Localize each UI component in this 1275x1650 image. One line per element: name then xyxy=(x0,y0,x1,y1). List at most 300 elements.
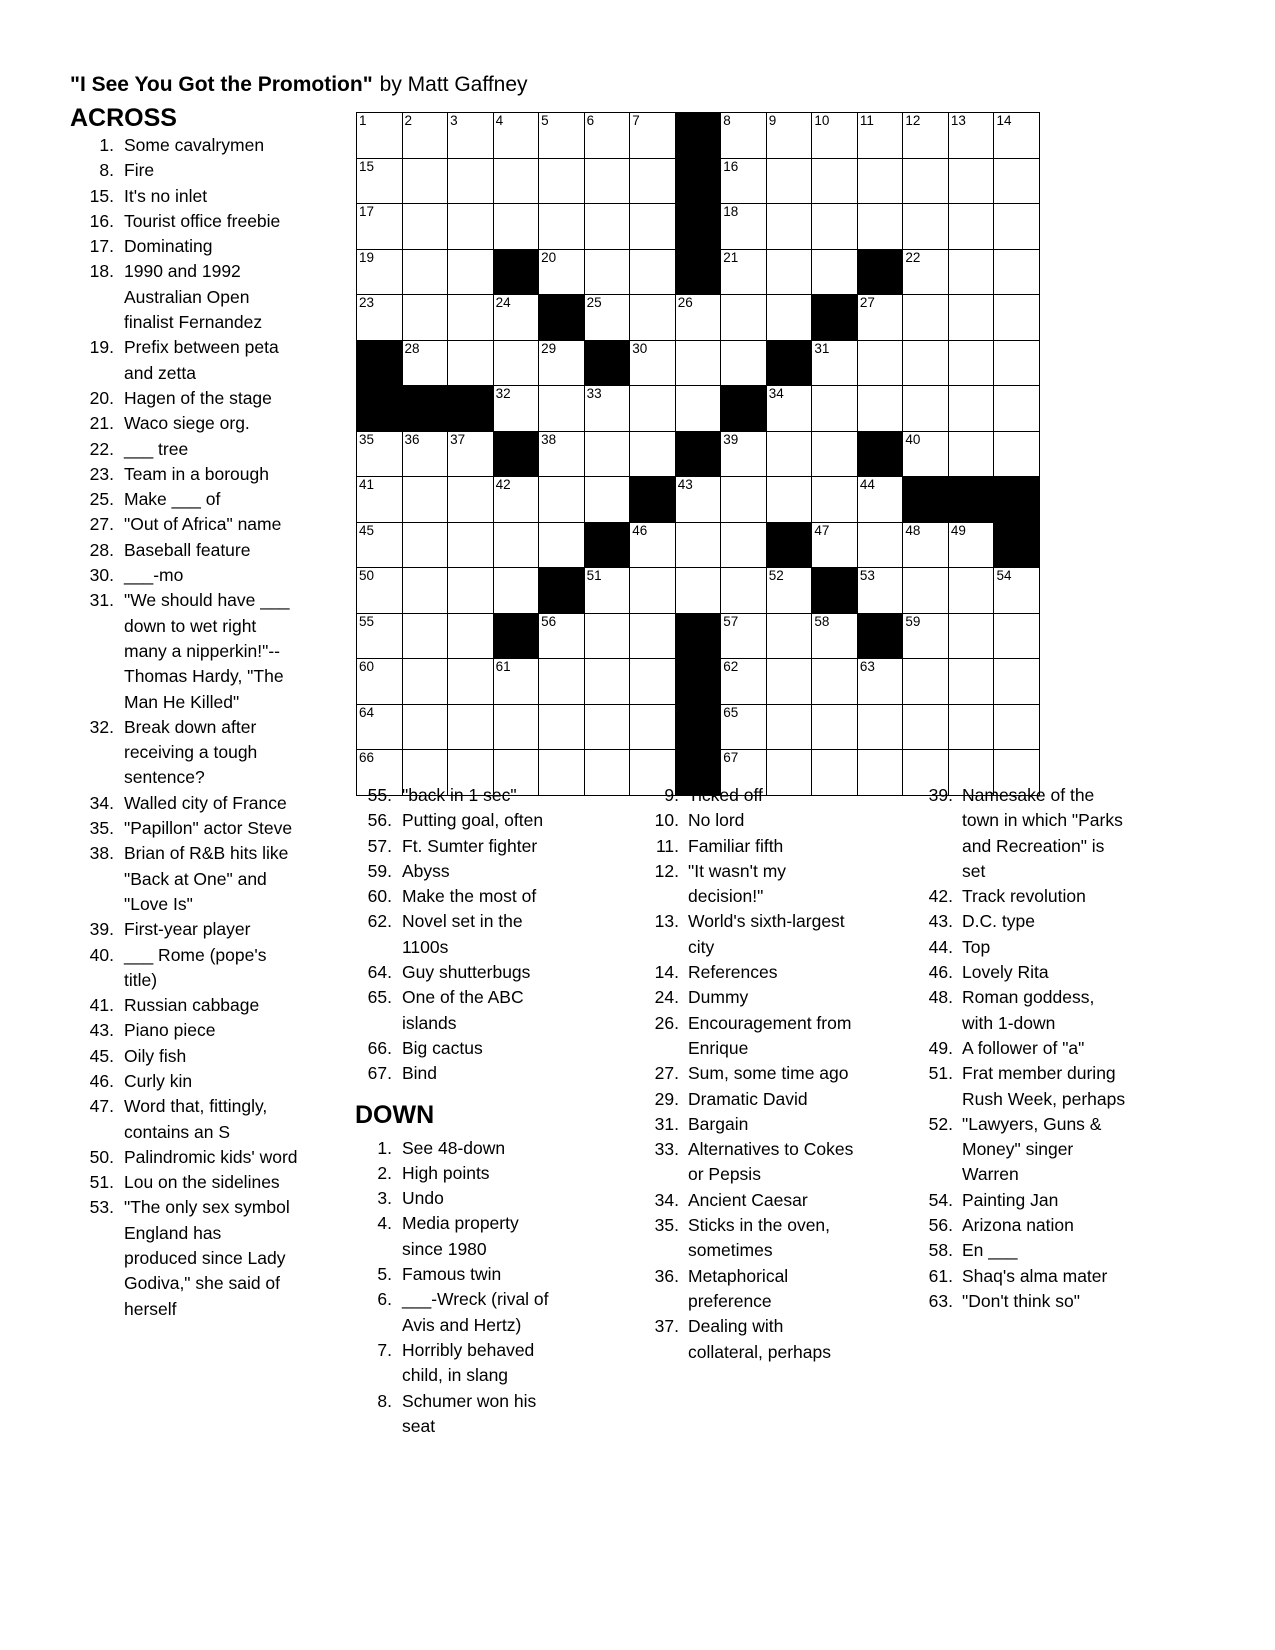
grid-cell[interactable] xyxy=(903,386,948,431)
grid-cell[interactable] xyxy=(994,250,1039,295)
clue-item xyxy=(645,1011,856,1062)
grid-cell[interactable] xyxy=(721,204,766,249)
grid-cell[interactable] xyxy=(994,568,1039,613)
grid-cell[interactable] xyxy=(767,477,812,522)
grid-cell[interactable] xyxy=(812,705,857,750)
grid-cell[interactable] xyxy=(994,432,1039,477)
grid-cell[interactable] xyxy=(949,614,994,659)
clue-item xyxy=(355,985,562,1036)
grid-cell[interactable] xyxy=(858,523,903,568)
grid-cell[interactable] xyxy=(539,341,584,386)
grid-cell-black xyxy=(903,477,948,522)
grid-cell[interactable] xyxy=(721,113,766,158)
grid-cell[interactable] xyxy=(994,159,1039,204)
grid-cell-black xyxy=(630,477,675,522)
grid-cell-number: 40 xyxy=(905,431,921,447)
clue-text: Baseball feature xyxy=(124,539,251,560)
clue-text: Top xyxy=(962,936,991,957)
grid-cell[interactable] xyxy=(585,705,630,750)
grid-cell[interactable] xyxy=(858,659,903,704)
clue-number: 44. xyxy=(928,936,953,957)
grid-cell[interactable] xyxy=(721,523,766,568)
grid-cell[interactable] xyxy=(767,113,812,158)
clue-text: First-year player xyxy=(124,919,251,940)
grid-cell-number: 21 xyxy=(723,249,739,265)
grid-cell-black xyxy=(676,659,721,704)
clue-number: 1. xyxy=(99,135,114,155)
grid-cell[interactable] xyxy=(357,250,402,295)
grid-cell-number: 34 xyxy=(768,386,784,402)
grid-cell[interactable] xyxy=(403,295,448,340)
grid-cell[interactable] xyxy=(767,295,812,340)
grid-cell-number: 17 xyxy=(359,204,375,220)
grid-cell[interactable] xyxy=(767,204,812,249)
grid-cell[interactable] xyxy=(812,159,857,204)
grid-cell-number: 37 xyxy=(450,431,466,447)
grid-cell[interactable] xyxy=(494,705,539,750)
clue-text: Waco siege org. xyxy=(124,413,250,434)
clue-number: 46. xyxy=(89,1070,114,1091)
grid-cell-number: 47 xyxy=(814,522,830,538)
grid-cell[interactable] xyxy=(630,705,675,750)
clue-text: "Out of Africa" name xyxy=(124,514,282,535)
clue-text: ___ Rome (pope's title) xyxy=(124,944,267,990)
grid-cell[interactable] xyxy=(767,705,812,750)
grid-cell[interactable] xyxy=(403,705,448,750)
clue-item xyxy=(645,808,856,833)
clue-number: 18. xyxy=(89,261,114,282)
clue-text: Dummy xyxy=(688,987,749,1008)
grid-cell-number: 45 xyxy=(359,522,375,538)
clue-number: 38. xyxy=(89,843,114,864)
clue-number: 10. xyxy=(654,810,679,831)
grid-cell[interactable] xyxy=(585,250,630,295)
grid-cell[interactable] xyxy=(403,659,448,704)
grid-cell[interactable] xyxy=(585,568,630,613)
grid-cell[interactable] xyxy=(403,432,448,477)
grid-cell[interactable] xyxy=(585,113,630,158)
grid-cell[interactable] xyxy=(448,705,493,750)
grid-cell[interactable] xyxy=(767,659,812,704)
clue-item xyxy=(70,791,298,816)
grid-cell[interactable] xyxy=(585,204,630,249)
grid-cell[interactable] xyxy=(585,295,630,340)
grid-cell[interactable] xyxy=(903,705,948,750)
grid-cell[interactable] xyxy=(676,341,721,386)
grid-cell[interactable] xyxy=(448,477,493,522)
grid-cell[interactable] xyxy=(357,523,402,568)
grid-cell[interactable] xyxy=(994,113,1039,158)
grid-cell[interactable] xyxy=(494,523,539,568)
grid-cell-number: 35 xyxy=(359,431,375,447)
grid-cell[interactable] xyxy=(630,432,675,477)
grid-cell-black xyxy=(994,523,1039,568)
grid-cell[interactable] xyxy=(539,113,584,158)
grid-cell[interactable] xyxy=(812,250,857,295)
grid-cell[interactable] xyxy=(767,250,812,295)
grid-cell[interactable] xyxy=(812,523,857,568)
grid-cell[interactable] xyxy=(903,659,948,704)
grid-cell[interactable] xyxy=(721,614,766,659)
grid-cell[interactable] xyxy=(949,523,994,568)
clue-item xyxy=(70,386,298,411)
clue-text: One of the ABC islands xyxy=(402,987,524,1033)
grid-cell[interactable] xyxy=(539,204,584,249)
clue-text: It's no inlet xyxy=(124,185,208,206)
grid-cell[interactable] xyxy=(630,159,675,204)
grid-cell[interactable] xyxy=(949,659,994,704)
puzzle-title-text: "I See You Got the Promotion" xyxy=(70,73,373,96)
clue-item xyxy=(70,335,298,386)
grid-cell[interactable] xyxy=(812,432,857,477)
grid-cell[interactable] xyxy=(357,705,402,750)
grid-cell[interactable] xyxy=(403,250,448,295)
clue-text: Ft. Sumter fighter xyxy=(402,835,538,856)
grid-cell[interactable] xyxy=(994,295,1039,340)
grid-cell[interactable] xyxy=(494,341,539,386)
grid-cell-number: 65 xyxy=(723,704,739,720)
clue-number: 48. xyxy=(928,987,953,1008)
grid-cell-black xyxy=(858,250,903,295)
grid-cell[interactable] xyxy=(903,113,948,158)
grid-cell[interactable] xyxy=(949,341,994,386)
clue-text: Make the most of xyxy=(402,886,537,907)
grid-cell-number: 26 xyxy=(677,295,693,311)
grid-cell[interactable] xyxy=(539,705,584,750)
grid-cell[interactable] xyxy=(448,614,493,659)
grid-cell[interactable] xyxy=(539,432,584,477)
clue-number: 43. xyxy=(928,911,953,932)
grid-cell[interactable] xyxy=(812,477,857,522)
grid-cell-black xyxy=(676,250,721,295)
clue-number: 53. xyxy=(89,1197,114,1218)
clue-item xyxy=(915,1061,1130,1112)
grid-cell[interactable] xyxy=(812,386,857,431)
grid-cell[interactable] xyxy=(994,705,1039,750)
grid-cell[interactable] xyxy=(448,432,493,477)
clue-text: See 48-down xyxy=(402,1137,506,1158)
grid-cell[interactable] xyxy=(630,523,675,568)
grid-cell[interactable] xyxy=(357,432,402,477)
grid-cell[interactable] xyxy=(903,568,948,613)
clue-item xyxy=(915,1112,1130,1188)
grid-cell[interactable] xyxy=(403,568,448,613)
grid-cell[interactable] xyxy=(858,341,903,386)
grid-cell[interactable] xyxy=(949,250,994,295)
clue-text: Schumer won his seat xyxy=(402,1390,537,1436)
clue-text: D.C. type xyxy=(962,911,1035,932)
grid-cell-black xyxy=(812,568,857,613)
grid-cell[interactable] xyxy=(630,568,675,613)
down-heading: DOWN xyxy=(355,1100,435,1129)
grid-cell-number: 52 xyxy=(768,568,784,584)
clue-item xyxy=(70,816,298,841)
grid-cell[interactable] xyxy=(357,568,402,613)
clue-item xyxy=(70,184,298,209)
clue-number: 11. xyxy=(655,835,679,856)
grid-cell-black xyxy=(767,523,812,568)
grid-cell-number: 18 xyxy=(723,204,739,220)
grid-cell[interactable] xyxy=(630,341,675,386)
grid-cell[interactable] xyxy=(539,386,584,431)
grid-cell[interactable] xyxy=(767,614,812,659)
clue-item xyxy=(645,834,856,859)
grid-cell[interactable] xyxy=(357,614,402,659)
grid-cell[interactable] xyxy=(585,614,630,659)
grid-cell[interactable] xyxy=(539,250,584,295)
clue-text: Fire xyxy=(124,160,155,181)
grid-cell[interactable] xyxy=(903,250,948,295)
clue-text: Dominating xyxy=(124,236,213,257)
grid-cell[interactable] xyxy=(903,341,948,386)
grid-cell[interactable] xyxy=(448,659,493,704)
grid-cell[interactable] xyxy=(676,386,721,431)
clue-number: 35. xyxy=(89,818,114,839)
grid-cell[interactable] xyxy=(585,659,630,704)
grid-cell[interactable] xyxy=(949,386,994,431)
grid-cell[interactable] xyxy=(630,250,675,295)
clue-text: Palindromic kids' word xyxy=(124,1146,298,1167)
grid-cell[interactable] xyxy=(585,386,630,431)
grid-cell[interactable] xyxy=(403,159,448,204)
grid-cell-number: 64 xyxy=(359,704,375,720)
clue-text: Lou on the sidelines xyxy=(124,1172,280,1193)
grid-cell[interactable] xyxy=(767,432,812,477)
grid-cell[interactable] xyxy=(721,705,766,750)
grid-cell[interactable] xyxy=(903,523,948,568)
grid-cell[interactable] xyxy=(858,113,903,158)
clue-number: 19. xyxy=(89,337,114,358)
clue-item xyxy=(355,783,562,808)
clue-number: 51. xyxy=(928,1063,953,1084)
grid-cell[interactable] xyxy=(539,477,584,522)
clue-number: 51. xyxy=(89,1172,114,1193)
grid-cell[interactable] xyxy=(448,295,493,340)
grid-cell[interactable] xyxy=(994,659,1039,704)
grid-cell[interactable] xyxy=(949,113,994,158)
grid-cell[interactable] xyxy=(357,204,402,249)
grid-cell[interactable] xyxy=(630,295,675,340)
clue-number: 28. xyxy=(89,539,114,560)
clue-number: 62. xyxy=(367,911,392,932)
grid-cell[interactable] xyxy=(767,159,812,204)
grid-cell-number: 5 xyxy=(541,113,549,128)
grid-cell[interactable] xyxy=(448,341,493,386)
grid-cell-number: 38 xyxy=(541,431,557,447)
grid-cell[interactable] xyxy=(539,614,584,659)
grid-cell[interactable] xyxy=(994,614,1039,659)
clue-text: Bargain xyxy=(688,1113,749,1134)
grid-cell[interactable] xyxy=(721,341,766,386)
grid-cell[interactable] xyxy=(858,159,903,204)
grid-cell[interactable] xyxy=(903,614,948,659)
grid-cell[interactable] xyxy=(585,750,630,795)
clue-text: Shaq's alma mater xyxy=(962,1265,1108,1286)
grid-cell-number: 54 xyxy=(996,568,1012,584)
clue-number: 56. xyxy=(928,1215,953,1236)
clue-item xyxy=(355,834,562,859)
grid-cell[interactable] xyxy=(403,341,448,386)
grid-cell[interactable] xyxy=(767,568,812,613)
grid-cell[interactable] xyxy=(357,659,402,704)
grid-cell[interactable] xyxy=(403,204,448,249)
grid-cell[interactable] xyxy=(585,159,630,204)
grid-cell[interactable] xyxy=(448,568,493,613)
grid-cell[interactable] xyxy=(949,204,994,249)
grid-cell-number: 62 xyxy=(723,659,739,675)
grid-cell[interactable] xyxy=(539,659,584,704)
clue-number: 54. xyxy=(928,1189,953,1210)
clue-text: Word that, fittingly, contains an S xyxy=(124,1096,268,1142)
grid-cell[interactable] xyxy=(494,568,539,613)
grid-cell[interactable] xyxy=(721,568,766,613)
grid-cell[interactable] xyxy=(721,250,766,295)
grid-cell[interactable] xyxy=(539,159,584,204)
grid-cell[interactable] xyxy=(585,477,630,522)
grid-cell-black xyxy=(585,341,630,386)
grid-cell[interactable] xyxy=(949,159,994,204)
grid-cell[interactable] xyxy=(630,614,675,659)
clue-item xyxy=(645,783,856,808)
grid-cell[interactable] xyxy=(903,159,948,204)
clue-item xyxy=(645,859,856,910)
clue-item xyxy=(70,588,298,714)
clue-text: No lord xyxy=(688,810,745,831)
grid-cell[interactable] xyxy=(357,159,402,204)
grid-cell[interactable] xyxy=(357,295,402,340)
grid-cell[interactable] xyxy=(858,568,903,613)
grid-cell[interactable] xyxy=(721,295,766,340)
grid-cell[interactable] xyxy=(949,568,994,613)
grid-cell[interactable] xyxy=(494,159,539,204)
grid-cell[interactable] xyxy=(812,113,857,158)
grid-cell[interactable] xyxy=(448,250,493,295)
grid-cell[interactable] xyxy=(403,523,448,568)
grid-cell[interactable] xyxy=(812,341,857,386)
grid-cell-number: 20 xyxy=(541,249,557,265)
grid-cell[interactable] xyxy=(494,659,539,704)
grid-cell-number: 59 xyxy=(905,613,921,629)
grid-cell[interactable] xyxy=(721,432,766,477)
clue-number: 23. xyxy=(89,463,114,484)
grid-cell[interactable] xyxy=(994,341,1039,386)
clue-number: 16. xyxy=(89,210,114,231)
clue-item xyxy=(70,487,298,512)
grid-cell[interactable] xyxy=(767,386,812,431)
clue-number: 59. xyxy=(367,860,392,881)
grid-cell[interactable] xyxy=(494,113,539,158)
grid-cell-number: 33 xyxy=(586,386,602,402)
grid-cell[interactable] xyxy=(994,386,1039,431)
grid-cell[interactable] xyxy=(858,386,903,431)
clue-item xyxy=(915,1238,1130,1263)
grid-cell[interactable] xyxy=(949,295,994,340)
grid-cell[interactable] xyxy=(858,204,903,249)
grid-cell[interactable] xyxy=(721,477,766,522)
clue-number: 31. xyxy=(654,1113,679,1134)
clue-number: 31. xyxy=(89,590,114,611)
clue-text: Novel set in the 1100s xyxy=(402,911,523,957)
clue-item xyxy=(70,1044,298,1069)
clue-item xyxy=(355,1036,562,1061)
grid-cell[interactable] xyxy=(448,113,493,158)
clue-item xyxy=(70,1069,298,1094)
clue-text: Hagen of the stage xyxy=(124,387,272,408)
clue-item xyxy=(355,808,562,833)
grid-cell[interactable] xyxy=(448,523,493,568)
clue-text: Track revolution xyxy=(962,886,1086,907)
clue-text: Bind xyxy=(402,1063,438,1084)
clue-number: 7. xyxy=(377,1339,392,1360)
grid-cell[interactable] xyxy=(630,113,675,158)
grid-cell[interactable] xyxy=(994,204,1039,249)
grid-cell[interactable] xyxy=(357,113,402,158)
clue-item xyxy=(355,909,562,960)
clue-number: 45. xyxy=(89,1045,114,1066)
grid-cell[interactable] xyxy=(858,295,903,340)
puzzle-byline: by Matt Gaffney xyxy=(379,73,528,96)
clue-number: 65. xyxy=(367,987,392,1008)
clue-item xyxy=(70,234,298,259)
grid-cell-number: 15 xyxy=(359,158,375,174)
grid-cell[interactable] xyxy=(949,432,994,477)
grid-cell[interactable] xyxy=(494,204,539,249)
grid-cell[interactable] xyxy=(403,614,448,659)
grid-cell[interactable] xyxy=(494,295,539,340)
grid-cell-number: 25 xyxy=(586,295,602,311)
clue-number: 13. xyxy=(654,911,679,932)
clue-item xyxy=(645,1061,856,1086)
grid-cell[interactable] xyxy=(721,159,766,204)
grid-cell[interactable] xyxy=(812,614,857,659)
grid-cell[interactable] xyxy=(903,432,948,477)
grid-cell[interactable] xyxy=(448,204,493,249)
grid-cell[interactable] xyxy=(585,432,630,477)
clue-text: Famous twin xyxy=(402,1264,502,1285)
clue-text: A follower of "a" xyxy=(962,1037,1085,1058)
grid-cell[interactable] xyxy=(676,568,721,613)
grid-cell[interactable] xyxy=(812,204,857,249)
clue-text: Dramatic David xyxy=(688,1088,808,1109)
grid-cell[interactable] xyxy=(812,659,857,704)
grid-cell[interactable] xyxy=(357,477,402,522)
grid-cell-number: 3 xyxy=(450,113,458,128)
grid-cell[interactable] xyxy=(949,705,994,750)
grid-cell[interactable] xyxy=(448,159,493,204)
grid-cell[interactable] xyxy=(676,477,721,522)
grid-cell[interactable] xyxy=(630,204,675,249)
grid-cell[interactable] xyxy=(630,386,675,431)
grid-cell[interactable] xyxy=(539,523,584,568)
grid-cell[interactable] xyxy=(676,523,721,568)
grid-cell[interactable] xyxy=(403,477,448,522)
grid-cell[interactable] xyxy=(858,477,903,522)
clue-text: "The only sex symbol England has produced since Lady Godiva," she said of herself xyxy=(124,1197,290,1319)
grid-cell[interactable] xyxy=(494,386,539,431)
grid-cell[interactable] xyxy=(494,477,539,522)
grid-cell[interactable] xyxy=(676,295,721,340)
grid-cell[interactable] xyxy=(403,113,448,158)
grid-cell[interactable] xyxy=(858,750,903,795)
clue-item xyxy=(70,993,298,1018)
grid-cell[interactable] xyxy=(721,659,766,704)
clue-item xyxy=(70,437,298,462)
grid-cell[interactable] xyxy=(630,659,675,704)
grid-cell[interactable] xyxy=(858,705,903,750)
grid-cell-number: 42 xyxy=(495,477,511,493)
grid-cell[interactable] xyxy=(903,295,948,340)
grid-cell[interactable] xyxy=(903,204,948,249)
